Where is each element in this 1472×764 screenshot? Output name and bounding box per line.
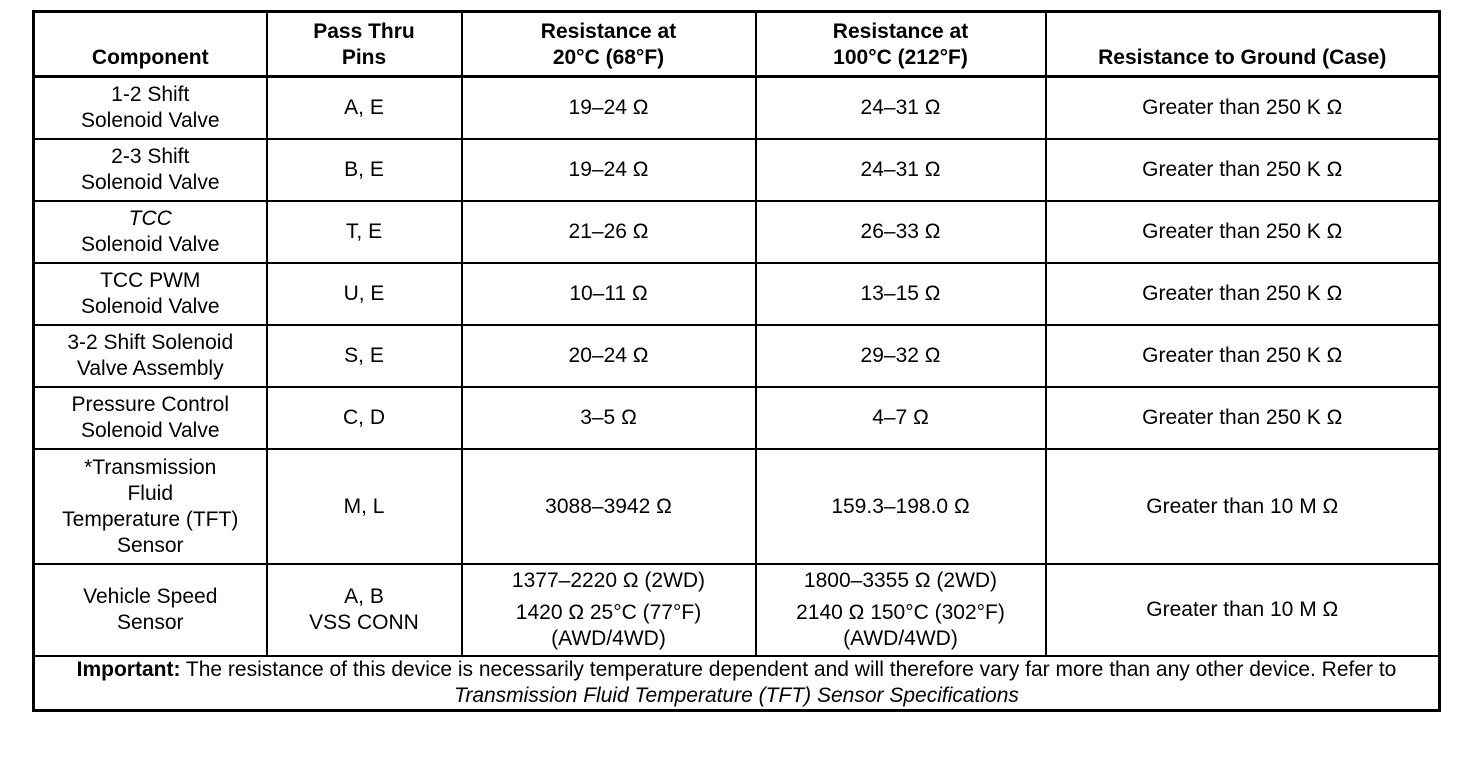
component-cell: Pressure Control Solenoid Valve [34,387,267,449]
table-row [34,387,1440,449]
component-cell: *Transmission Fluid Temperature (TFT) Sensor [34,449,267,564]
pins-cell: T, E [267,201,462,263]
resistance-100c-cell: 4–7 Ω [756,387,1046,449]
table-row [34,325,1440,387]
component-cell: TCC Solenoid Valve [34,201,267,263]
resistance-100c-cell: 26–33 Ω [756,201,1046,263]
table-header-row [34,12,1440,77]
resistance-100c-cell: 13–15 Ω [756,263,1046,325]
important-note [34,656,1440,711]
resistance-spec-table [32,10,1441,712]
resistance-100c-cell: 159.3–198.0 Ω [756,449,1046,564]
resistance-20c-cell: 21–26 Ω [462,201,756,263]
table-row [34,139,1440,201]
component-cell: 2-3 Shift Solenoid Valve [34,139,267,201]
pins-cell: A, B VSS CONN [267,564,462,656]
note-reference: Transmission Fluid Temperature (TFT) Sensor Specifications [454,684,1019,707]
resistance-100c-cell: 24–31 Ω [756,139,1046,201]
table-row [34,564,1440,656]
component-cell: 1-2 Shift Solenoid Valve [34,77,267,140]
resistance-20c-cell: 19–24 Ω [462,139,756,201]
resistance-100c-cell: 29–32 Ω [756,325,1046,387]
resistance-ground-cell: Greater than 10 M Ω [1046,449,1440,564]
table-row [34,449,1440,564]
note-text: The resistance of this device is necessarily temperature dependent and will therefore vary far more than any other device. Refer to [180,658,1397,681]
resistance-20c-cell: 20–24 Ω [462,325,756,387]
pins-cell: S, E [267,325,462,387]
resistance-20c-cell: 3088–3942 Ω [462,449,756,564]
resistance-ground-cell: Greater than 250 K Ω [1046,387,1440,449]
header-resistance-to-ground: Resistance to Ground (Case) [1046,12,1440,77]
table-row [34,77,1440,140]
resistance-ground-cell: Greater than 250 K Ω [1046,263,1440,325]
pins-cell: M, L [267,449,462,564]
pins-cell: B, E [267,139,462,201]
specification-sheet [32,10,1438,712]
table-row [34,201,1440,263]
component-cell: Vehicle Speed Sensor [34,564,267,656]
note-label: Important: [76,658,181,681]
resistance-20c-cell: 1377–2220 Ω (2WD) 1420 Ω 25°C (77°F) (AWD/4WD) [462,564,756,656]
header-resistance-100c: Resistance at 100°C (212°F) [756,12,1046,77]
resistance-ground-cell: Greater than 250 K Ω [1046,77,1440,140]
component-cell: 3-2 Shift Solenoid Valve Assembly [34,325,267,387]
header-resistance-20c: Resistance at 20°C (68°F) [462,12,756,77]
pins-cell: U, E [267,263,462,325]
resistance-ground-cell: Greater than 10 M Ω [1046,564,1440,656]
pins-cell: A, E [267,77,462,140]
resistance-100c-cell: 1800–3355 Ω (2WD) 2140 Ω 150°C (302°F) (AWD/4WD) [756,564,1046,656]
component-cell: TCC PWM Solenoid Valve [34,263,267,325]
resistance-ground-cell: Greater than 250 K Ω [1046,139,1440,201]
resistance-ground-cell: Greater than 250 K Ω [1046,325,1440,387]
resistance-ground-cell: Greater than 250 K Ω [1046,201,1440,263]
resistance-20c-cell: 10–11 Ω [462,263,756,325]
resistance-100c-cell: 24–31 Ω [756,77,1046,140]
header-pass-thru-pins: Pass Thru Pins [267,12,462,77]
header-component: Component [34,12,267,77]
table-row [34,263,1440,325]
resistance-20c-cell: 3–5 Ω [462,387,756,449]
resistance-20c-cell: 19–24 Ω [462,77,756,140]
pins-cell: C, D [267,387,462,449]
note-row [34,656,1440,711]
